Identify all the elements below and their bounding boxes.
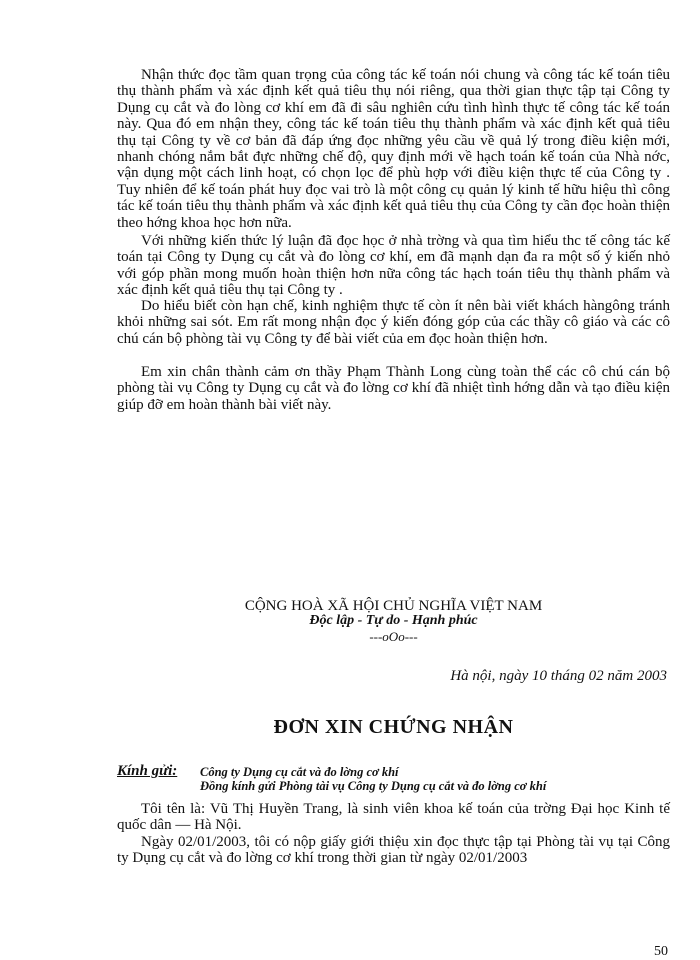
recipient-line-1: Công ty Dụng cụ cắt và đo lờng cơ khí xyxy=(200,765,399,779)
national-header: CỘNG HOÀ XÃ HỘI CHỦ NGHĨA VIỆT NAM xyxy=(244,598,543,614)
header-decoration: ---oOo--- xyxy=(369,629,418,644)
page-number: 50 xyxy=(654,944,668,959)
conclusion-paragraph-4: Em xin chân thành cảm ơn thầy Phạm Thành Long cùng toàn thể các cô chú cán bộ phòng tài vụ Công ty Dụng cụ cắt và đo lờng cơ khí đã nhiệt tình hớng dẫn và tạo điều kiện giúp đỡ em hoàn thành bài viết này. xyxy=(117,364,670,413)
conclusion-paragraph-3: Do hiểu biết còn hạn chế, kinh nghiệm thực tế còn ít nên bài viết khách hàngông tránh khỏi những sai sót. Em rất mong nhận đọc ý kiến đóng góp của các thầy cô giáo và các cô chú cán bộ phòng tài vụ Công ty để bài viết của em đọc hoàn thiện hơn. xyxy=(117,298,670,347)
conclusion-paragraph-2: Với những kiến thức lý luận đã đọc học ở nhà trờng và qua tìm hiểu thc tế công tác kế toán tại Công ty Dụng cụ cắt và đo lòng cơ khí, em đã mạnh dạn đa ra một số ý kiến nhỏ với góp phần mong muốn hoàn thiện hơn nữa công tác hạch toán tiêu thụ thành phẩm và xác định kết quả tiêu thụ tại Công ty . xyxy=(117,233,670,299)
recipient-line-2: Đồng kính gửi Phòng tài vụ Công ty Dụng cụ cắt và đo lờng cơ khí xyxy=(200,779,547,793)
document-title: ĐƠN XIN CHỨNG NHẬN xyxy=(273,716,514,738)
letter-body-paragraph-1: Tôi tên là: Vũ Thị Huyền Trang, là sinh viên khoa kế toán của trờng Đại học Kinh tế quốc dân — Hà Nội. xyxy=(117,801,670,834)
letter-body-paragraph-2: Ngày 02/01/2003, tôi có nộp giấy giới thiệu xin đọc thực tập tại Phòng tài vụ tại Công ty Dụng cụ cắt và đo lờng cơ khí trong thời gian từ ngày 02/01/2003 xyxy=(117,834,670,867)
national-motto: Độc lập - Tự do - Hạnh phúc xyxy=(309,613,478,628)
recipient-label: Kính gửi: xyxy=(117,763,178,779)
letter-date: Hà nội, ngày 10 tháng 02 năm 2003 xyxy=(450,668,667,684)
conclusion-paragraph-1: Nhận thức đọc tầm quan trọng của công tác kế toán nói chung và công tác kế toán tiêu thụ thành phẩm và xác định kết quả tiêu thụ nói riêng, qua thời gian thực tập tại Công ty Dụng cụ cắt và đo lòng cơ khí em đã đi sâu nghiên cứu tình hình thực tế công tác kế toán này. Qua đó em nhận they, công tác kế toán tiêu thụ thành phẩm và xác định kết quả tiêu thụ tại Công ty về cơ bản đã đáp ứng đọc những yêu cầu về quả lý trong điều kiện mới, nhanh chóng nắm bắt đực những chế độ, quy định mới về hạch toán kế toán của Nhà nớc, vận dụng một cách linh hoạt, có chọn lọc để phù hợp với điều kiện thực tế của Công ty . Tuy nhiên để kế toán phát huy đọc vai trò là một công cụ quản lý kinh tế hữu hiệu thì công tác kế toán tiêu thụ thành phẩm và xác định kết quả tiêu thụ của Công ty cần đọc hoàn thiện theo hớng khoa học hơn nữa. xyxy=(117,67,670,231)
